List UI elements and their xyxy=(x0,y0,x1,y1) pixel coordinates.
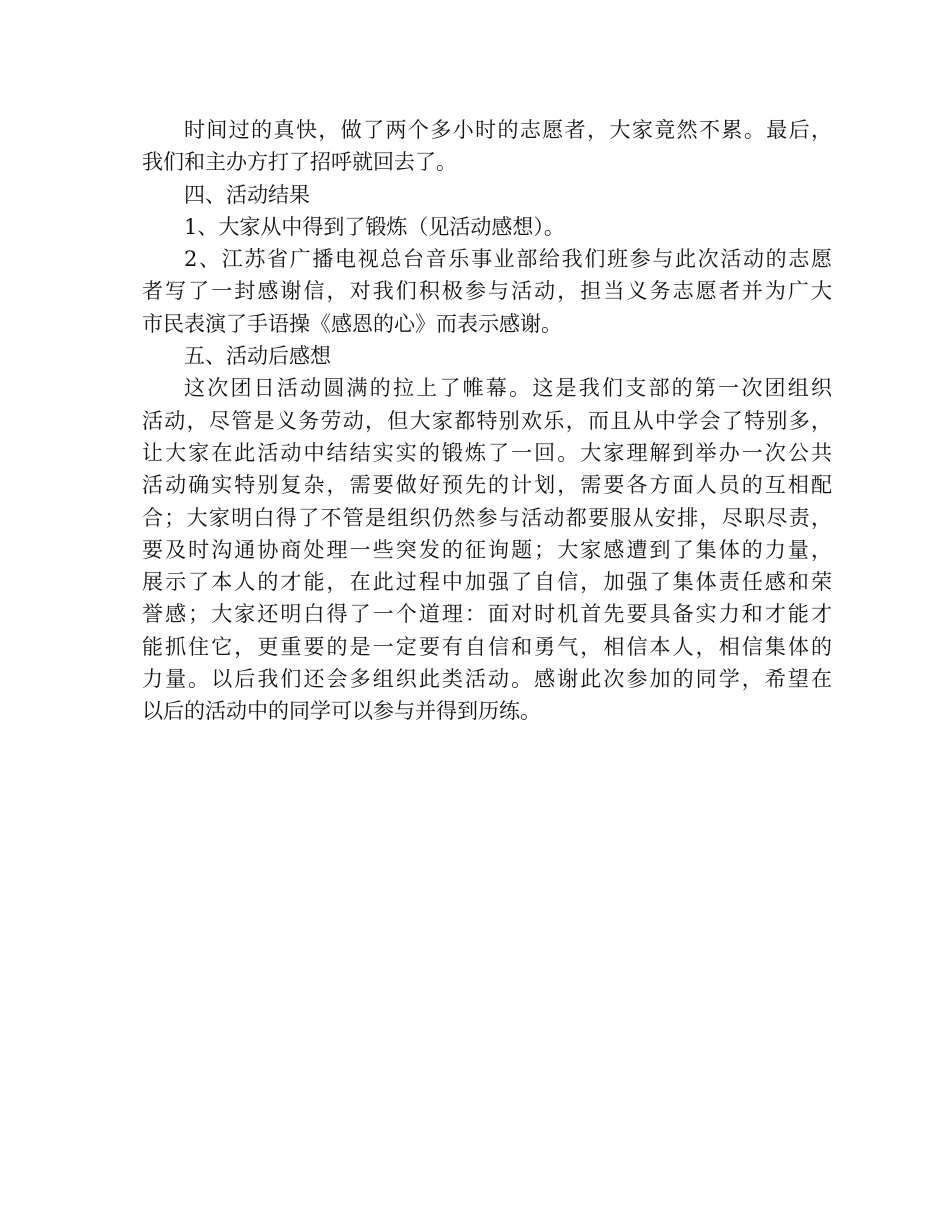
text-line: 合；大家明白得了不管是组织仍然参与活动都要服从安排，尽职尽责， xyxy=(142,505,832,530)
text-line: 时间过的真快，做了两个多小时的志愿者，大家竟然不累。最后， xyxy=(184,118,832,142)
text-line: 者写了一封感谢信，对我们积极参与活动，担当义务志愿者并为广大 xyxy=(142,279,832,304)
text-line: 活动确实特别复杂，需要做好预先的计划，需要各方面人员的互相配 xyxy=(142,473,832,498)
paragraph-volunteer-time xyxy=(142,114,832,179)
section-heading-reflections xyxy=(142,340,832,372)
paragraph-result-1 xyxy=(142,211,832,243)
document-body xyxy=(142,114,832,728)
text-line: 四、活动结果 xyxy=(184,182,310,207)
text-line: 1、大家从中得到了锻炼（见活动感想）。 xyxy=(184,214,565,239)
text-line: 五、活动后感想 xyxy=(184,344,331,369)
text-line: 要及时沟通协商处理一些突发的征询题；大家感遭到了集体的力量， xyxy=(142,537,832,562)
text-line: 这次团日活动圆满的拉上了帷幕。这是我们支部的第一次团组织 xyxy=(184,376,832,401)
text-line: 以后的活动中的同学可以参与并得到历练。 xyxy=(142,699,541,724)
text-line: 市民表演了手语操《感恩的心》而表示感谢。 xyxy=(142,311,562,336)
text-line: 活动，尽管是义务劳动，但大家都特别欢乐，而且从中学会了特别多， xyxy=(142,408,832,433)
text-line: 誉感；大家还明白得了一个道理：面对时机首先要具备实力和才能才 xyxy=(142,602,832,627)
paragraph-result-2 xyxy=(142,243,832,340)
text-line: 展示了本人的才能，在此过程中加强了自信，加强了集体责任感和荣 xyxy=(142,570,832,595)
text-line: 力量。以后我们还会多组织此类活动。感谢此次参加的同学，希望在 xyxy=(142,667,832,692)
text-line: 我们和主办方打了招呼就回去了。 xyxy=(142,150,457,175)
section-heading-results xyxy=(142,179,832,211)
text-line: 2、江苏省广播电视总台音乐事业部给我们班参与此次活动的志愿 xyxy=(184,247,832,272)
text-line: 能抓住它，更重要的是一定要有自信和勇气，相信本人，相信集体的 xyxy=(142,634,832,659)
text-line: 让大家在此活动中结结实实的锻炼了一回。大家理解到举办一次公共 xyxy=(142,440,832,465)
paragraph-reflections xyxy=(142,372,832,727)
